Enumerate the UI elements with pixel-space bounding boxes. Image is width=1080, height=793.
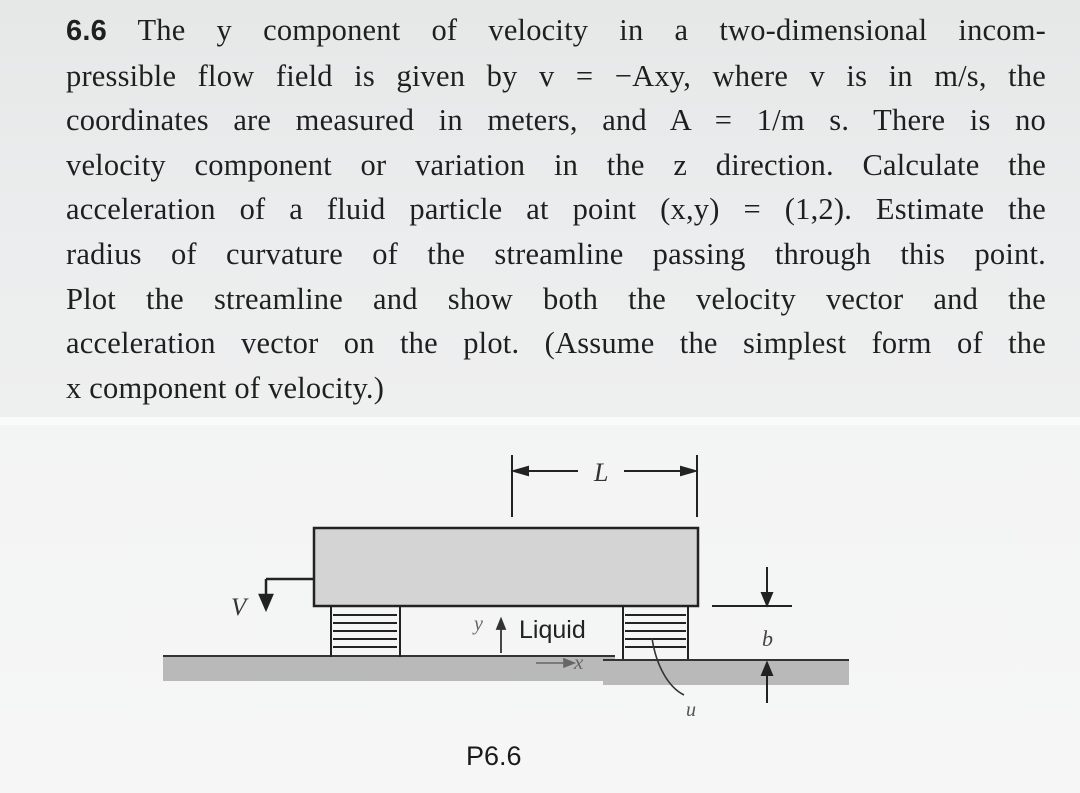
left-film-profile (331, 607, 400, 657)
label-y: y (474, 613, 483, 635)
velocity-V-arrow (260, 579, 314, 609)
problem-line-9: x component of velocity.) (66, 370, 385, 405)
problem-statement (66, 8, 1046, 410)
problem-line-4: velocity component or variation in the z direction. Calculate the (66, 147, 1046, 182)
figure-p6-6 (0, 425, 1080, 793)
problem-line-3: coordinates are measured in meters, and A = 1/m s. There is no (66, 103, 1046, 138)
problem-line-6: radius of curvature of the streamline passing through this point. (66, 236, 1046, 271)
problem-number: 6.6 (66, 15, 107, 47)
right-film-profile (623, 607, 688, 659)
image-separator (0, 417, 1080, 425)
label-u: u (686, 699, 696, 721)
label-liquid: Liquid (519, 616, 586, 644)
problem-line-7: Plot the streamline and show both the velocity vector and the (66, 281, 1046, 316)
sliding-block (314, 528, 698, 606)
figure-caption: P6.6 (466, 741, 522, 771)
label-V: V (231, 594, 247, 621)
label-L: L (594, 458, 609, 487)
problem-line-8: acceleration vector on the plot. (Assume the simplest form of the (66, 326, 1046, 361)
label-b: b (762, 626, 773, 651)
label-x: x (574, 650, 584, 674)
y-axis-arrow (497, 619, 505, 653)
problem-line-5: acceleration of a fluid particle at point (x,y) = (1,2). Estimate the (66, 192, 1046, 227)
ground-surface (163, 655, 849, 685)
problem-line-1-text: The y component of velocity in a two-dimensional incom- (106, 13, 1046, 47)
problem-line-1 (66, 8, 1046, 54)
problem-line-2: pressible flow field is given by v = −Axy, where v is in m/s, the (66, 58, 1046, 93)
